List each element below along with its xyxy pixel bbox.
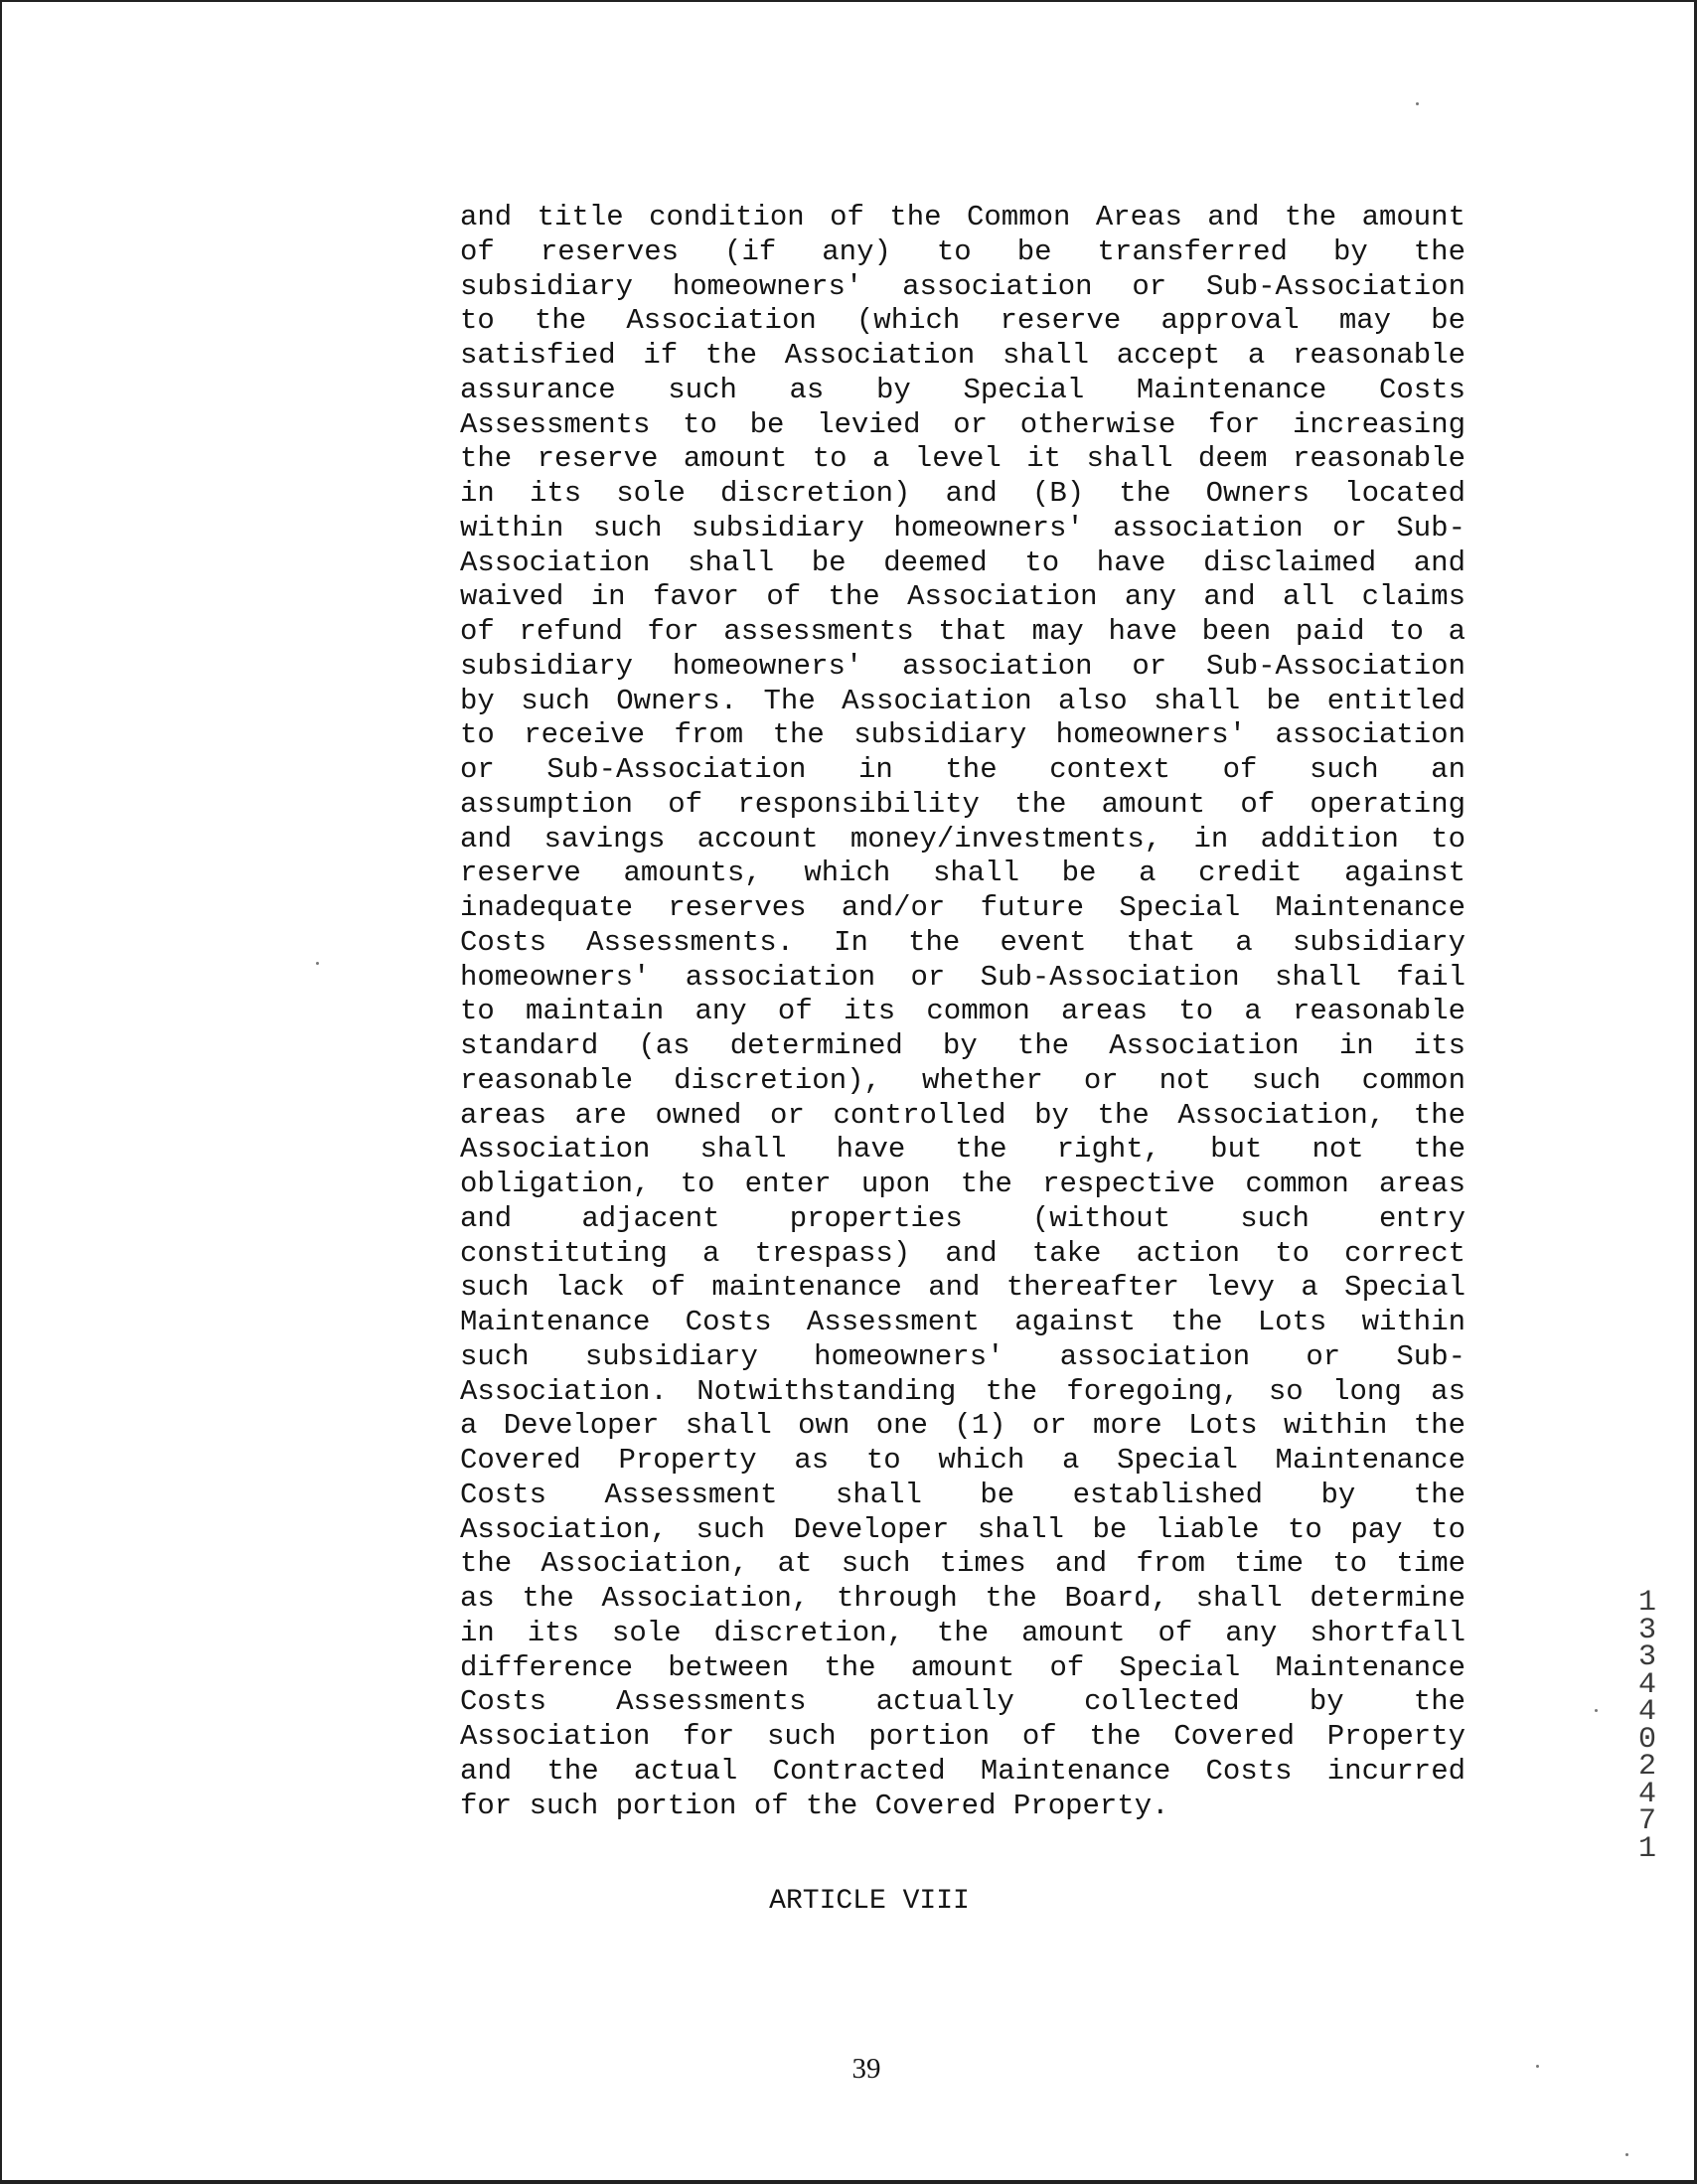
- body-line: reasonable discretion), whether or not such common: [460, 1063, 1466, 1097]
- body-line: reserve amounts, which shall be a credit against: [460, 857, 1466, 890]
- body-line: waived in favor of the Association any and all claims: [460, 580, 1466, 614]
- body-line: by such Owners. The Association also shall be entitled: [460, 684, 1466, 717]
- body-line: Maintenance Costs Assessment against the Lots within: [460, 1306, 1466, 1338]
- body-line: Association. Notwithstanding the foregoing, so long as: [460, 1374, 1466, 1408]
- scan-speck: [1536, 2065, 1539, 2068]
- body-line: areas are owned or controlled by the Association, the: [460, 1098, 1466, 1132]
- body-line: for such portion of the Covered Property.: [460, 1789, 1169, 1822]
- scan-speck: [316, 962, 319, 965]
- body-line: Association shall be deemed to have disclaimed and: [460, 546, 1466, 579]
- body-line: the reserve amount to a level it shall deem reasonable: [460, 442, 1466, 476]
- body-line: assumption of responsibility the amount of operating: [460, 787, 1466, 821]
- body-line: or Sub-Association in the context of such an: [460, 753, 1466, 786]
- body-line: such lack of maintenance and thereafter levy a Special: [460, 1271, 1466, 1305]
- body-line: and the actual Contracted Maintenance Costs incurred: [460, 1754, 1466, 1788]
- body-paragraph: [460, 201, 1466, 1823]
- body-line: a Developer shall own one (1) or more Lots within the: [460, 1409, 1466, 1443]
- scan-speck: [1625, 2153, 1628, 2156]
- body-line: Covered Property as to which a Special Maintenance: [460, 1444, 1466, 1477]
- body-line: difference between the amount of Special Maintenance: [460, 1650, 1466, 1684]
- body-line: the Association, at such times and from time to time: [460, 1547, 1466, 1581]
- body-line: within such subsidiary homeowners' association or Sub-: [460, 511, 1466, 545]
- body-line: in its sole discretion) and (B) the Owners located: [460, 477, 1466, 510]
- body-line: such subsidiary homeowners' association or Sub-: [460, 1339, 1466, 1373]
- body-line: inadequate reserves and/or future Special Maintenance: [460, 891, 1466, 924]
- body-line: Costs Assessments. In the event that a subsidiary: [460, 925, 1466, 959]
- scan-border-left: [0, 0, 2, 2184]
- body-line: obligation, to enter upon the respective common areas: [460, 1168, 1466, 1200]
- article-heading: ARTICLE VIII: [769, 1886, 970, 1917]
- body-line: and adjacent properties (without such entry: [460, 1201, 1466, 1235]
- body-line: Association for such portion of the Covered Property: [460, 1720, 1466, 1753]
- body-line: assurance such as by Special Maintenance Costs: [460, 373, 1466, 406]
- body-line: to the Association (which reserve approval may be: [460, 304, 1466, 338]
- body-line: in its sole discretion, the amount of any shortfall: [460, 1616, 1466, 1649]
- scan-speck: [1416, 102, 1419, 105]
- body-line: homeowners' association or Sub-Association shall fail: [460, 960, 1466, 994]
- body-line: standard (as determined by the Association in its: [460, 1029, 1466, 1062]
- body-line: Association shall have the right, but not the: [460, 1133, 1466, 1167]
- scan-border-bottom: [0, 2180, 1697, 2184]
- body-line: to receive from the subsidiary homeowners' association: [460, 718, 1466, 752]
- body-line: Costs Assessment shall be established by the: [460, 1478, 1466, 1511]
- body-line: and savings account money/investments, in addition to: [460, 822, 1466, 856]
- body-line: constituting a trespass) and take action to correct: [460, 1236, 1466, 1270]
- body-line: as the Association, through the Board, shall determine: [460, 1582, 1466, 1615]
- body-line: of refund for assessments that may have been paid to a: [460, 615, 1466, 648]
- scan-border-top: [0, 0, 1697, 2]
- body-line: Costs Assessments actually collected by the: [460, 1685, 1466, 1719]
- scan-speck: [1595, 1709, 1598, 1712]
- body-line: subsidiary homeowners' association or Sub-Association: [460, 649, 1466, 683]
- body-line: of reserves (if any) to be transferred by the: [460, 234, 1466, 268]
- body-line: Assessments to be levied or otherwise for increasing: [460, 407, 1466, 441]
- body-line: and title condition of the Common Areas and the amount: [460, 201, 1466, 234]
- page-number: 39: [851, 2053, 881, 2085]
- body-line: subsidiary homeowners' association or Sub-Association: [460, 269, 1466, 303]
- body-line: satisfied if the Association shall accept a reasonable: [460, 339, 1466, 372]
- body-line: to maintain any of its common areas to a reasonable: [460, 995, 1466, 1028]
- document-number: 13344 02471: [1637, 1586, 1656, 1866]
- body-line: Association, such Developer shall be liable to pay to: [460, 1512, 1466, 1546]
